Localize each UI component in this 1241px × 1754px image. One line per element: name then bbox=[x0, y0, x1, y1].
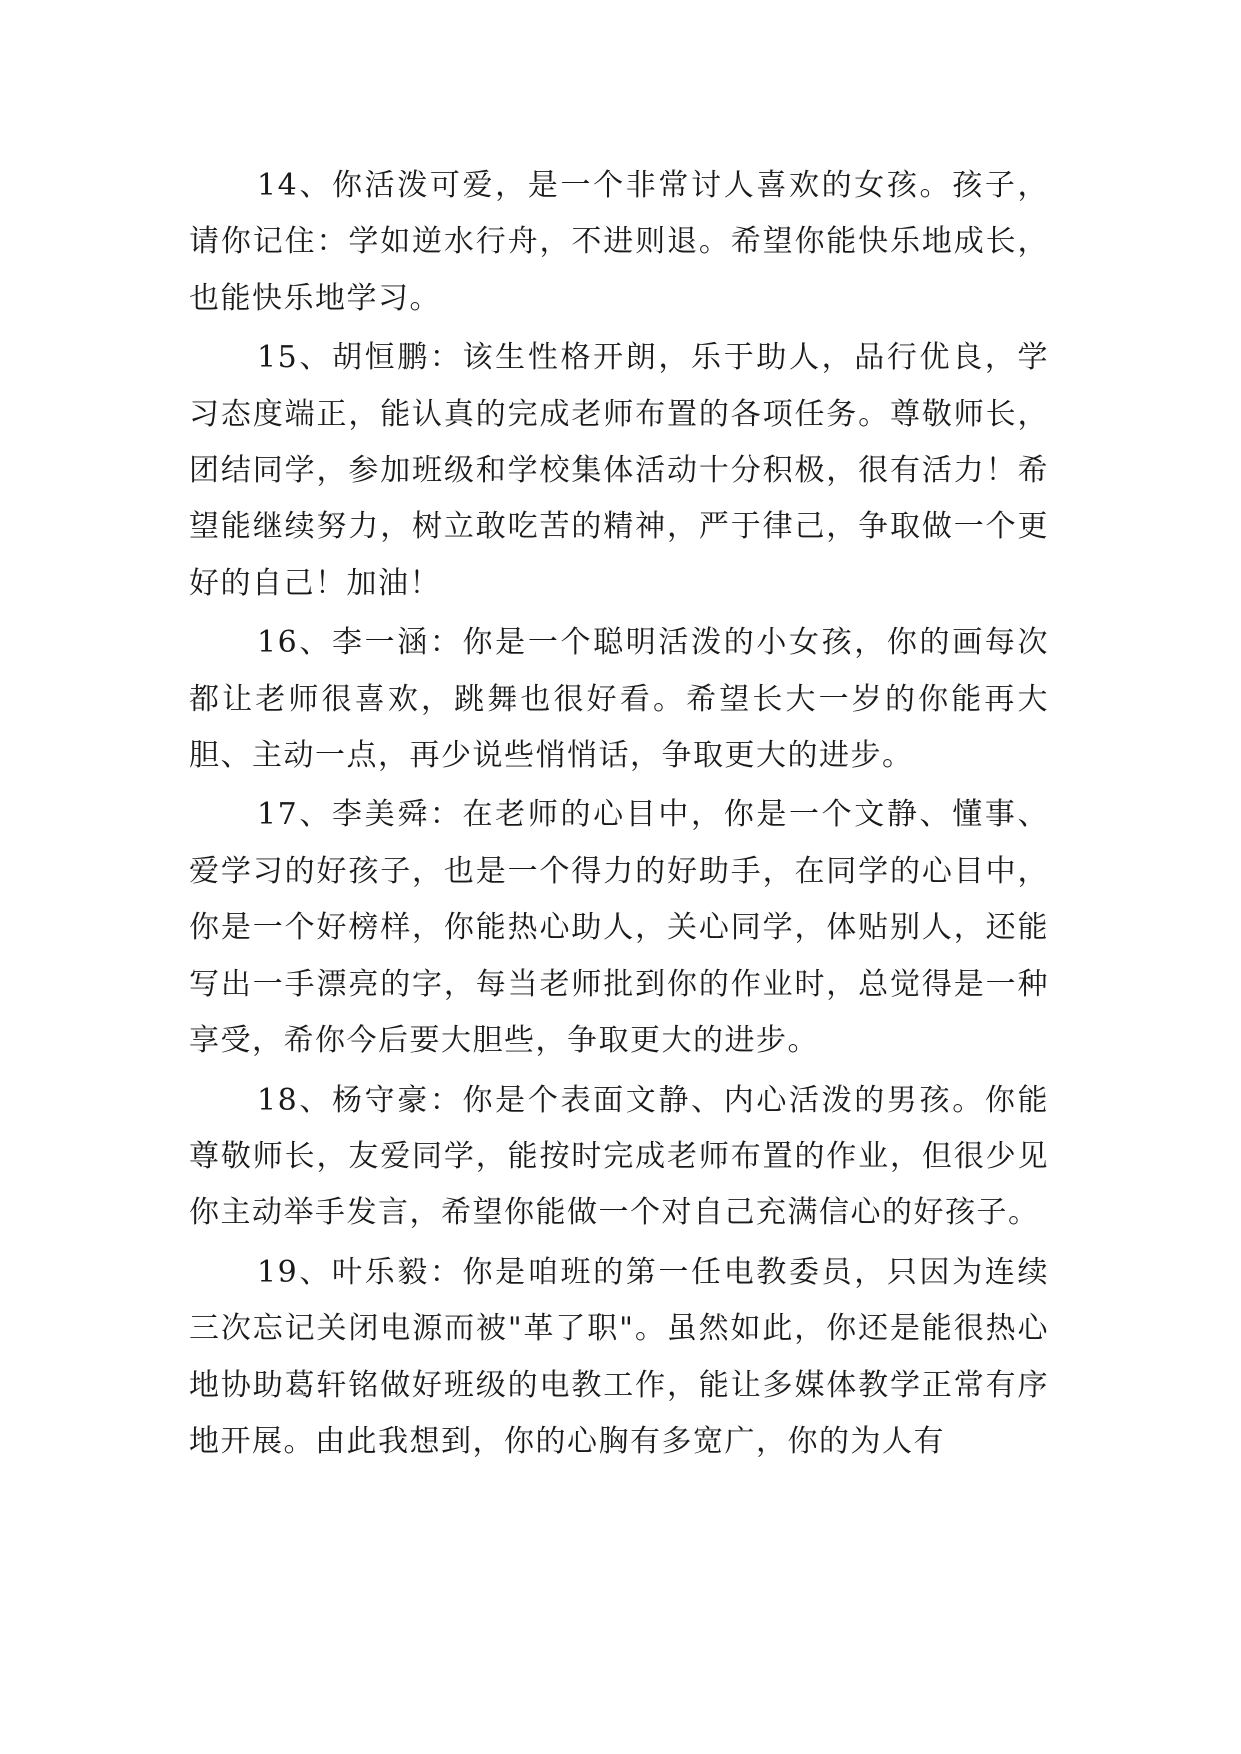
comment-paragraph-17: 17、李美舜：在老师的心目中，你是一个文静、懂事、爱学习的好孩子，也是一个得力的好助手，在同学的心目中，你是一个好榜样，你能热心助人，关心同学，体贴别人，还能写出一手漂亮的字，每当老师批到你的作业时，总觉得是一种享受，希你今后要大胆些，争取更大的进步。 bbox=[189, 797, 1049, 1059]
comment-paragraph-15: 15、胡恒鹏：该生性格开朗，乐于助人，品行优良，学习态度端正，能认真的完成老师布置的各项任务。尊敬师长，团结同学，参加班级和学校集体活动十分积极，很有活力！希望能继续努力，树立敢吃苦的精神，严于律己，争取做一个更好的自己！加油！ bbox=[189, 340, 1049, 601]
comment-paragraph-18: 18、杨守豪：你是个表面文静、内心活泼的男孩。你能尊敬师长，友爱同学，能按时完成老师布置的作业，但很少见你主动举手发言，希望你能做一个对自己充满信心的好孩子。 bbox=[189, 1082, 1049, 1231]
comment-paragraph-14: 14、你活泼可爱，是一个非常讨人喜欢的女孩。孩子，请你记住：学如逆水行舟，不进则退。希望你能快乐地成长，也能快乐地学习。 bbox=[189, 168, 1049, 316]
comment-paragraph-19: 19、叶乐毅：你是咱班的第一任电教委员，只因为连续三次忘记关闭电源而被"革了职"。虽然如此，你还是能很热心地协助葛轩铭做好班级的电教工作，能让多媒体教学正常有序地开展。由此我想到，你的心胸有多宽广，你的为人有 bbox=[189, 1254, 1049, 1459]
document-body bbox=[189, 158, 1049, 1473]
comment-paragraph-16: 16、李一涵：你是一个聪明活泼的小女孩，你的画每次都让老师很喜欢，跳舞也很好看。希望长大一岁的你能再大胆、主动一点，再少说些悄悄话，争取更大的进步。 bbox=[189, 625, 1049, 774]
